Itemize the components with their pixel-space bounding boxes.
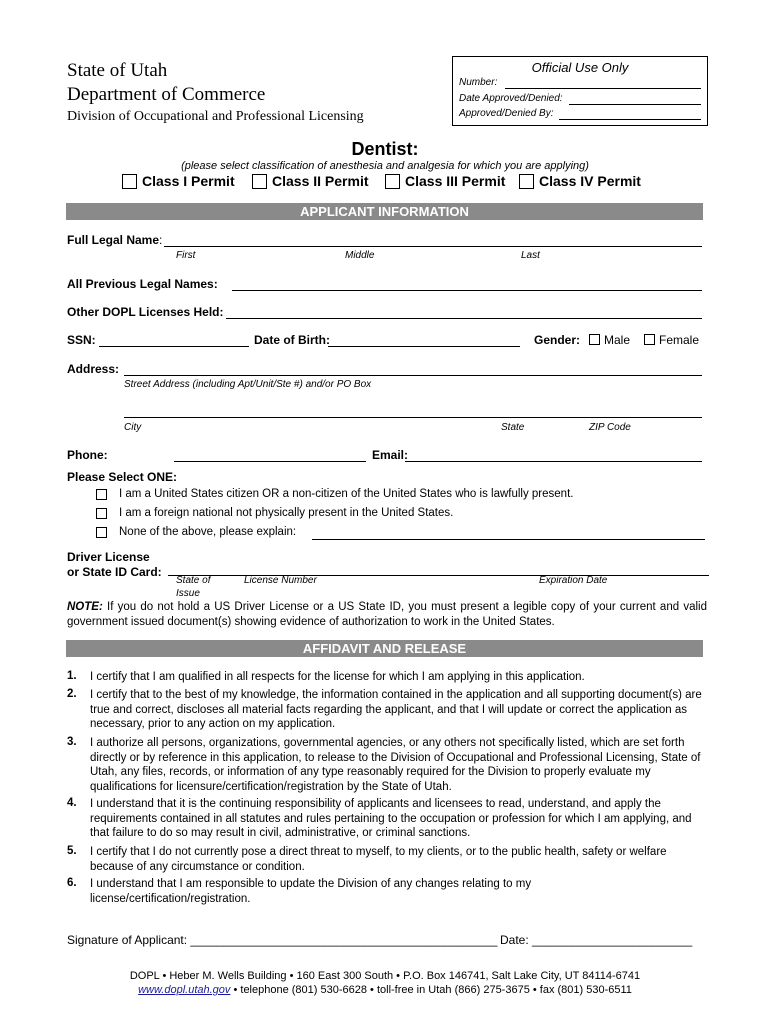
official-number-label: Number: xyxy=(459,77,498,88)
official-number-line xyxy=(505,88,701,89)
address-label: Address: xyxy=(67,362,120,376)
driver-license-label-2: or State ID Card: xyxy=(67,565,162,579)
expiration-date-hint: Expiration Date xyxy=(539,575,608,586)
form-title: Dentist: xyxy=(351,139,419,159)
dob-label: Date of Birth: xyxy=(254,333,330,347)
affidavit-item-text: I certify that I am qualified in all respects for the license for which I am applying in this application. xyxy=(90,671,585,683)
phone-field[interactable] xyxy=(174,461,366,462)
class-4-permit-label: Class IV Permit xyxy=(539,173,641,189)
affidavit-item-text: I certify that I do not currently pose a direct threat to myself, to my clients, or to the public health, safety or welfare because of any circumstance or condition. xyxy=(90,846,667,873)
phone-label: Phone: xyxy=(67,448,108,462)
class-3-permit-label: Class III Permit xyxy=(405,173,506,189)
first-name-hint: First xyxy=(176,250,196,261)
class-2-permit-label: Class II Permit xyxy=(272,173,369,189)
footer-contact xyxy=(0,984,770,996)
applicant-info-header: APPLICANT INFORMATION xyxy=(66,203,703,220)
city-hint: City xyxy=(124,422,142,433)
signature-field[interactable]: Signature of Applicant: ______________________________________________ xyxy=(67,933,498,947)
full-name-colon: : xyxy=(159,233,163,247)
city-state-zip-field[interactable] xyxy=(124,417,702,418)
gender-label: Gender: xyxy=(534,333,581,347)
official-date-line xyxy=(569,104,701,105)
ssn-label: SSN: xyxy=(67,333,96,347)
footer-contact-text: • telephone (801) 530-6628 • toll-free in Utah (866) 275-3675 • fax (801) 530-6511 xyxy=(230,984,632,996)
full-name-field[interactable] xyxy=(164,246,702,247)
none-of-above-option-label: None of the above, please explain: xyxy=(119,526,297,538)
driver-license-label-1: Driver License xyxy=(67,550,150,564)
street-address-hint: Street Address (including Apt/Unit/Ste #) and/or PO Box xyxy=(124,379,372,390)
affidavit-item-num: 2. xyxy=(67,688,77,700)
official-date-label: Date Approved/Denied: xyxy=(459,93,563,104)
division-title: Division of Occupational and Professional Licensing xyxy=(67,109,364,124)
citizen-option-label: I am a United States citizen OR a non-citizen of the United States who is lawfully present. xyxy=(119,488,574,500)
state-title: State of Utah xyxy=(67,60,168,81)
class-1-permit-label: Class I Permit xyxy=(142,173,235,189)
other-licenses-field[interactable] xyxy=(226,318,702,319)
affidavit-item-num: 6. xyxy=(67,877,77,889)
male-label: Male xyxy=(604,333,631,347)
date-field[interactable]: Date: ________________________ xyxy=(500,933,693,947)
affidavit-item-num: 5. xyxy=(67,845,77,857)
official-by-line xyxy=(559,119,701,120)
none-of-above-checkbox[interactable] xyxy=(96,527,107,538)
street-address-field[interactable] xyxy=(124,375,702,376)
email-field[interactable] xyxy=(405,461,702,462)
affidavit-item-num: 1. xyxy=(67,670,77,682)
department-title: Department of Commerce xyxy=(67,84,266,105)
affidavit-item-num: 3. xyxy=(67,736,77,748)
affidavit-item-text: I understand that I am responsible to update the Division of any changes relating to my license/certification/registration. xyxy=(90,878,532,905)
official-by-label: Approved/Denied By: xyxy=(459,108,554,119)
middle-name-hint: Middle xyxy=(345,250,375,261)
state-hint: State xyxy=(501,422,525,433)
citizen-checkbox[interactable] xyxy=(96,489,107,500)
ssn-field[interactable] xyxy=(99,346,249,347)
note-body: If you do not hold a US Driver License or a US State ID, you must present a legible copy of your current and valid government issued document(s) showing evidence of authorization to work in the United States. xyxy=(67,601,707,628)
affidavit-item-text: I authorize all persons, organizations, governmental agencies, or any others not specifically listed, which are set forth directly or by reference in this application, to release to the Division of Occupational and Professional Licensing, State of Utah, any files, records, or information of any type reasonably required for the Division to properly evaluate my qualifications for licensure/certification/registration by the State of Utah. xyxy=(90,737,701,793)
footer-website-link[interactable]: www.dopl.utah.gov xyxy=(138,984,231,996)
foreign-national-checkbox[interactable] xyxy=(96,508,107,519)
female-label: Female xyxy=(659,333,700,347)
full-name-label xyxy=(67,233,162,247)
official-use-title: Official Use Only xyxy=(531,60,629,75)
class-1-permit-checkbox[interactable] xyxy=(122,174,137,189)
male-checkbox[interactable] xyxy=(589,334,600,345)
full-name-label-text: Full Legal Name xyxy=(67,233,160,247)
email-label: Email: xyxy=(372,448,409,462)
female-checkbox[interactable] xyxy=(644,334,655,345)
affidavit-item-text: I understand that it is the continuing responsibility of applicants and licensees to read, understand, and apply the requirements contained in all statutes and rules pertaining to the occupation or profession for which I am applying, and that failure to do so may result in civil, administrative, or criminal sanctions. xyxy=(90,798,692,839)
class-4-permit-checkbox[interactable] xyxy=(519,174,534,189)
license-number-hint: License Number xyxy=(244,575,317,586)
official-use-box xyxy=(452,56,708,126)
affidavit-item-num: 4. xyxy=(67,797,77,809)
last-name-hint: Last xyxy=(521,250,540,261)
previous-names-label: All Previous Legal Names: xyxy=(67,277,218,291)
note-text xyxy=(67,600,707,629)
footer-address: DOPL • Heber M. Wells Building • 160 East 300 South • P.O. Box 146741, Salt Lake City, UT 84114-6741 xyxy=(129,970,641,982)
explain-field[interactable] xyxy=(312,539,705,540)
class-3-permit-checkbox[interactable] xyxy=(385,174,400,189)
state-of-issue-hint-2: Issue xyxy=(176,588,200,599)
class-2-permit-checkbox[interactable] xyxy=(252,174,267,189)
previous-names-field[interactable] xyxy=(232,290,702,291)
foreign-national-option-label: I am a foreign national not physically present in the United States. xyxy=(119,507,454,519)
affidavit-header: AFFIDAVIT AND RELEASE xyxy=(66,640,703,657)
dob-field[interactable] xyxy=(328,346,520,347)
note-label: NOTE: xyxy=(67,601,103,613)
affidavit-item-text: I certify that to the best of my knowledge, the information contained in the application and all supporting document(s) are true and correct, discloses all material facts regarding the applicant, and that I will update or correct the application as necessary, prior to any action on my application. xyxy=(90,689,702,730)
select-one-label: Please Select ONE: xyxy=(67,470,178,484)
state-of-issue-hint-1: State of xyxy=(176,575,211,586)
other-licenses-label: Other DOPL Licenses Held: xyxy=(67,305,224,319)
form-subtitle: (please select classification of anesthesia and analgesia for which you are applying) xyxy=(181,160,589,172)
zip-hint: ZIP Code xyxy=(589,422,631,433)
